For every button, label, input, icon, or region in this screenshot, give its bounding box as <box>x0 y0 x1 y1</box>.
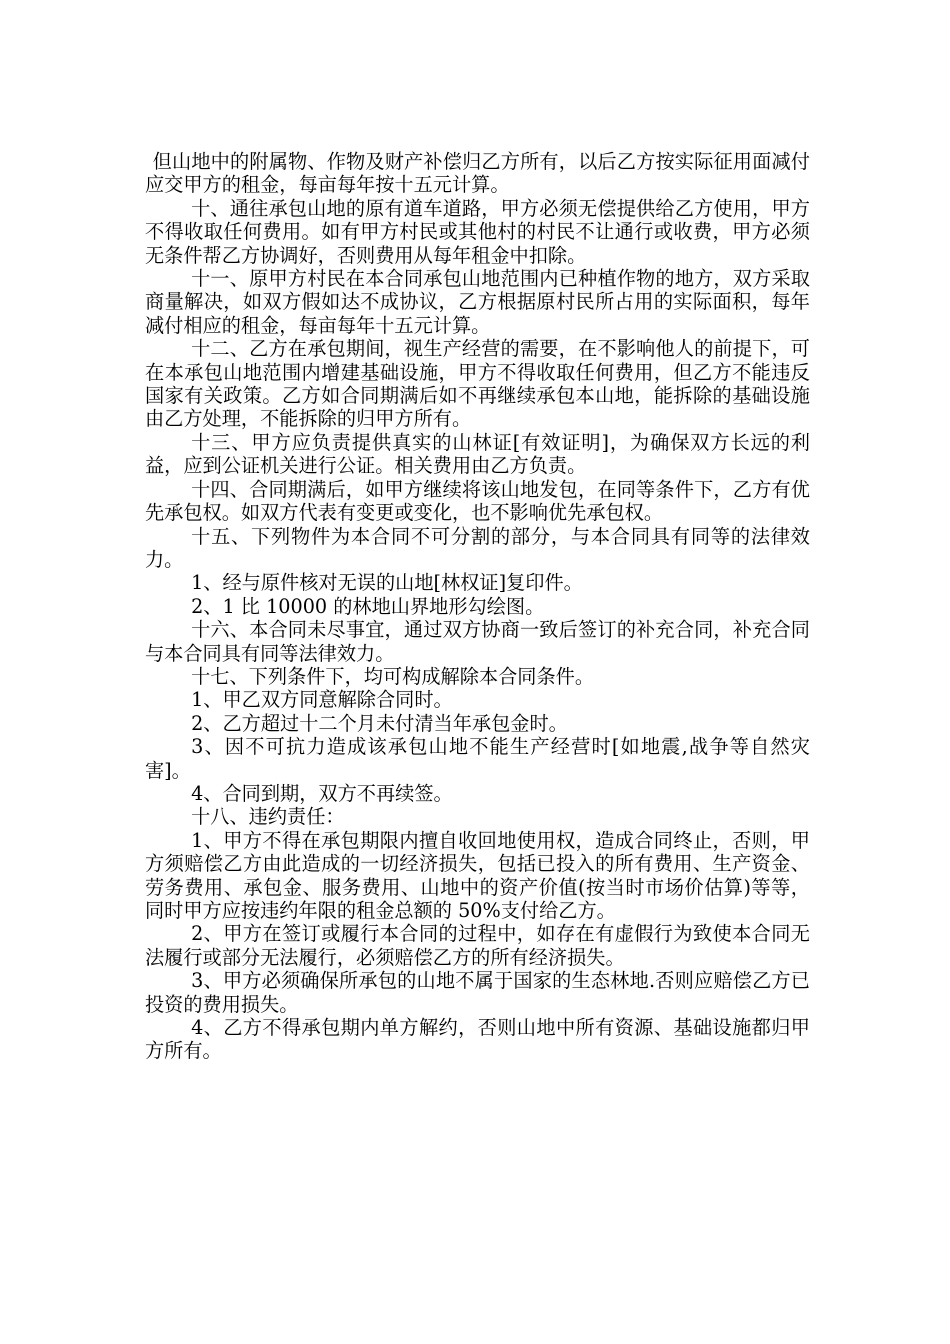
paragraph-clause-13: 十三、甲方应负责提供真实的山林证[有效证明]，为确保双方长远的利益，应到公证机关进行公证。相关费用由乙方负责。 <box>145 430 810 478</box>
paragraph-clause-17-item-3: 3、因不可抗力造成该承包山地不能生产经营时[如地震,战争等自然灾害]。 <box>145 735 810 782</box>
paragraph-clause-12: 十二、乙方在承包期间，视生产经营的需要，在不影响他人的前提下，可在本承包山地范围内增建基础设施，甲方不得收取任何费用，但乙方不能违反国家有关政策。乙方如合同期满后如不再继续承包本山地，能拆除的基础设施由乙方处理，不能拆除的归甲方所有。 <box>145 337 810 431</box>
paragraph-clause-10: 十、通往承包山地的原有道车道路，甲方必须无偿提供给乙方使用，甲方不得收取任何费用。如有甲方村民或其他村的村民不让通行或收费，甲方必须无条件帮乙方协调好，否则费用从每年租金中扣除。 <box>145 196 810 267</box>
paragraph-clause-11: 十一、原甲方村民在本合同承包山地范围内已种植作物的地方，双方采取商量解决，如双方假如达不成协议，乙方根据原村民所占用的实际面积，每年减付相应的租金，每亩每年十五元计算。 <box>145 267 810 337</box>
paragraph-clause-18-item-4: 4、乙方不得承包期内单方解约，否则山地中所有资源、基础设施都归甲方所有。 <box>145 1016 810 1063</box>
paragraph-clause-17-item-1: 1、甲乙双方同意解除合同时。 <box>191 688 453 712</box>
paragraph-clause-17-item-2: 2、乙方超过十二个月未付清当年承包金时。 <box>191 711 568 735</box>
document-page <box>145 150 810 1063</box>
paragraph-clause-17: 十七、下列条件下，均可构成解除本合同条件。 <box>191 664 595 688</box>
paragraph-clause-16: 十六、本合同未尽事宜，通过双方协商一致后签订的补充合同，补充合同与本合同具有同等法律效力。 <box>145 618 810 665</box>
paragraph-clause-18-item-1: 1、甲方不得在承包期限内擅自收回地使用权，造成合同终止，否则，甲方须赔偿乙方由此造成的一切经济损失，包括已投入的所有费用、生产资金、劳务费用、承包金、服务费用、山地中的资产价值(按当时市场价估算)等等，同时甲方应按违约年限的租金总额的 50%支付给乙方。 <box>145 828 810 922</box>
paragraph-compensation: 但山地中的附属物、作物及财产补偿归乙方所有，以后乙方按实际征用面减付应交甲方的租金，每亩每年按十五元计算。 <box>145 150 810 197</box>
paragraph-clause-15-item-1: 1、经与原件核对无误的山地[林权证]复印件。 <box>191 571 583 595</box>
paragraph-clause-14: 十四、合同期满后，如甲方继续将该山地发包，在同等条件下，乙方有优先承包权。如双方代表有变更或变化，也不影响优先承包权。 <box>145 477 810 525</box>
paragraph-clause-18-item-3: 3、甲方必须确保所承包的山地不属于国家的生态林地.否则应赔偿乙方已投资的费用损失。 <box>145 969 810 1016</box>
paragraph-clause-17-item-4: 4、合同到期，双方不再续签。 <box>191 781 453 805</box>
paragraph-clause-15: 十五、下列物件为本合同不可分割的部分，与本合同具有同等的法律效力。 <box>145 524 810 571</box>
paragraph-clause-15-item-2: 2、1 比 10000 的林地山界地形勾绘图。 <box>191 594 545 618</box>
paragraph-clause-18-item-2: 2、甲方在签订或履行本合同的过程中，如存在有虚假行为致使本合同无法履行或部分无法履行，必须赔偿乙方的所有经济损失。 <box>145 922 810 969</box>
paragraph-clause-18: 十八、违约责任： <box>191 805 345 829</box>
